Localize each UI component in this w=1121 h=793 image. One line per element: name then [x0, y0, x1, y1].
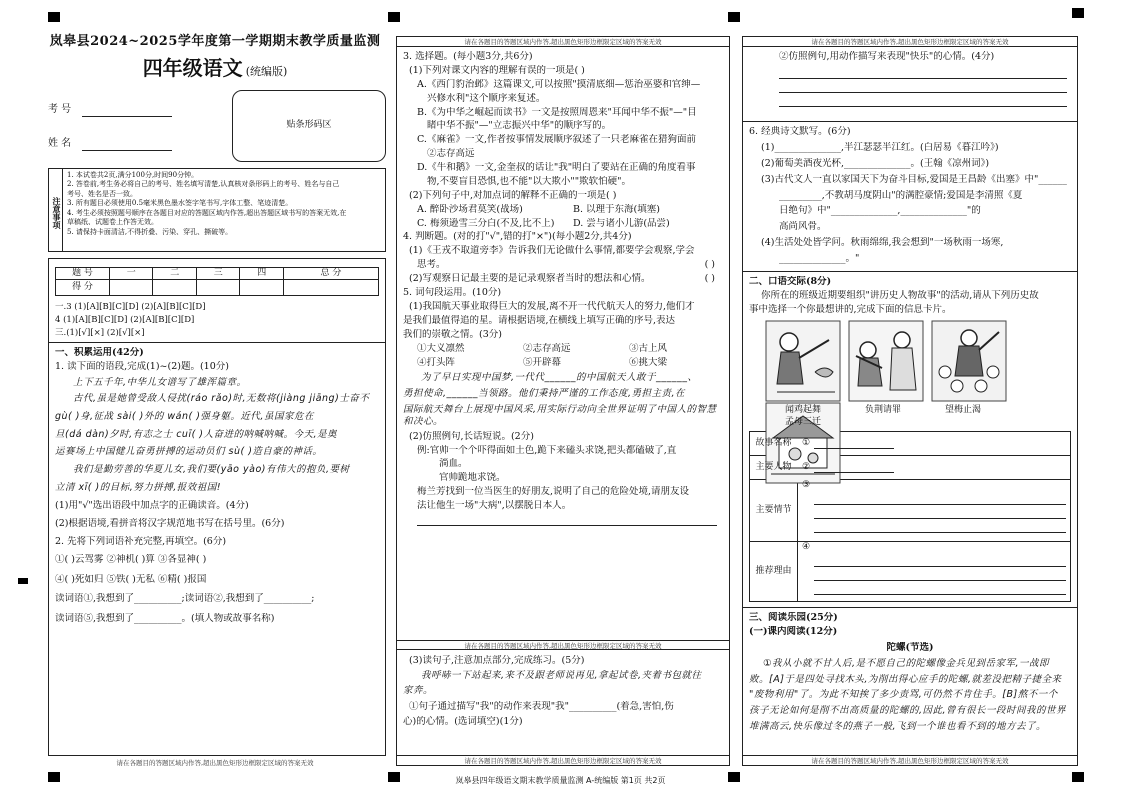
poem-line: _________,不教胡马度阴山"的满腔豪情;爱国是李清照《夏 [779, 189, 1023, 201]
cartoon-fu-jing-qing-zui-image [848, 320, 924, 402]
reading-title: 陀螺(节选) [886, 641, 934, 653]
passage-line: 上下五千年,中华儿女谱写了雄浑篇章。 [73, 376, 247, 388]
answer-line[interactable] [814, 519, 1066, 533]
bubble-row[interactable]: 4 (1)[A][B][C][D] (2)[A][B][C][D] [55, 314, 195, 325]
q1-prompt: 1. 读下面的语段,完成(1)~(2)题。(10分) [55, 361, 229, 372]
passage-line: 立清 xī( )的目标,努力拼搏,报效祖国! [55, 482, 222, 494]
score-header-cell: 总 分 [283, 268, 378, 280]
example-line: 梅兰芳找到一位当医生的好朋友,说明了自己的危险处境,请朋友设 [417, 486, 690, 498]
note-item: 5. 请保持卡面清洁,不得折叠、污染、穿孔、撕破等。 [67, 227, 233, 236]
score-row-label: 得 分 [56, 280, 110, 296]
bubble-area [49, 296, 385, 338]
score-cell[interactable] [110, 280, 153, 296]
answer-line[interactable] [779, 79, 1067, 93]
side-timing-mark [18, 578, 28, 584]
answer-frame-col1 [48, 258, 386, 756]
notes-side-label: 注意事项 [49, 169, 63, 251]
col3-body [749, 51, 1071, 115]
score-cell[interactable] [240, 280, 283, 296]
cartoon-caption: 望梅止渴 [944, 404, 981, 415]
reading-passage-line: ①我从小就不甘人后,是不愿自己的陀螺像金兵见到岳家军,一战即 [763, 657, 1050, 669]
answer-line[interactable] [814, 553, 1066, 567]
poem-line: ______________。" [779, 253, 860, 264]
bubble-row[interactable]: 一.3 (1)[A][B][C][D] (2)[A][B][C][D] [55, 302, 206, 313]
info-card-field[interactable] [798, 480, 1071, 542]
example-line: 例:官帅一个个吓得面如土色,跪下来磕头求饶,把头都磕破了,直 [417, 444, 677, 456]
score-header-cell: 四 [240, 268, 283, 280]
handwritten-line: 为了早日实现中国梦,一代代______的中国航天人敢于______、 [421, 372, 698, 384]
score-table [55, 267, 379, 296]
q4a-text: (1)《王戎不取道旁李》告诉我们无论做什么事情,都要学会观察,学会 [409, 245, 695, 257]
note-item: 2. 答卷前,考生务必将自己的考号、姓名填写清楚,认真核对条形码上的考号、姓名与自己 [67, 180, 340, 189]
info-card-label: 故事名称 [750, 432, 798, 456]
cartoon-wang-mei-zhi-ke-image [931, 320, 1007, 402]
q4b-row [403, 273, 723, 285]
note-item: 1. 本试卷共2页,满分100分,时间90分钟。 [67, 171, 199, 179]
choice-item: ⑥挑大梁 [629, 357, 668, 369]
score-header-cell: 一 [110, 268, 153, 280]
score-table-header-row [56, 268, 379, 280]
field-number: ③ [802, 480, 811, 491]
id-label: 考 号 [48, 104, 72, 115]
bottom-banner-col2: 请在各题目的答题区域内作答,超出黑色矩形边框限定区域的答案无效 [397, 755, 729, 765]
answer-line[interactable] [779, 65, 1067, 79]
q3b-prompt: (2)下列句子中,对加点词的解释不正确的一项是( ) [409, 189, 617, 201]
example-line: 官帅跪地求饶。 [439, 472, 506, 484]
q3b-options-row [403, 218, 723, 230]
q3b-option: D. 尝与诸小儿游(品尝) [573, 217, 670, 229]
answer-frame-col3 [742, 36, 1078, 766]
passage-line: 旦(dá dàn)夕时,有志之士 cuī( )人奋进的呐喊呐喊。今天,是奥 [55, 428, 338, 440]
q6-section [743, 121, 1077, 267]
field-number: ④ [802, 542, 811, 553]
score-table-score-row [56, 280, 379, 296]
id-field[interactable] [82, 116, 172, 117]
cartoon-caption: 孟母三迁 [784, 416, 821, 427]
poem-line: 高尚风骨。 [779, 221, 827, 233]
info-card-field[interactable] [798, 542, 1071, 602]
reading-section [743, 607, 1077, 735]
info-card-label: 主要人物 [750, 456, 798, 480]
score-header-cell: 题 号 [56, 268, 110, 280]
top-banner-col3: 请在各题目的答题区域内作答,超出黑色矩形边框限定区域的答案无效 [743, 37, 1077, 47]
score-cell[interactable] [196, 280, 239, 296]
reading-sub-heading: (一)课内阅读(12分) [749, 625, 838, 637]
note-item: 草稿纸、试题卷上作答无效。 [67, 218, 158, 227]
registration-mark-top-center-left [388, 12, 400, 22]
poem-line: (2)葡萄美酒夜光杯,______________。(王翰《凉州词》) [761, 157, 990, 169]
choice-item: ③古上风 [629, 343, 668, 355]
column-1 [44, 34, 386, 766]
q3b-option: C. 梅须逊雪三分白(不及,比不上) [417, 217, 555, 229]
q3b-options-row [403, 204, 723, 216]
reading-line: 我呼哧一下站起来,来不及跟老师说再见,拿起试卷,夹着书包就往 [421, 669, 702, 681]
q3b-option: A. 醉卧沙场君莫笑(战场) [417, 203, 523, 215]
passage-line: 古代,虽是她曾受敌人侵扰(ráo rǎo)时,无数将(jiàng jiāng)士奋不 [73, 392, 370, 404]
option-d-cont: 物,不要盲目恐惧,也不能"以大欺小""欺软怕硬"。 [427, 175, 632, 187]
field-number: ② [802, 462, 811, 472]
note-item: 4. 考生必须按照题号顺序在各题目对应的答题区域内作答,超出答题区域书写的答案无效,在 [67, 208, 347, 217]
q4-prompt: 4. 判断题。(对的打"√",错的打"×")(每小题2分,共4分) [403, 231, 632, 243]
score-cell[interactable] [283, 280, 378, 296]
choice-row [403, 343, 723, 355]
bubble-row[interactable]: 三.(1)[√][×] (2)[√][×] [55, 327, 145, 338]
action-writing-prompt: ②仿照例句,用动作描写来表现"快乐"的心情。(4分) [779, 51, 995, 62]
reading-line: 家奔。 [403, 684, 434, 696]
reading-passage-line: "废物利用"了。为此不知挨了多少责骂,可仍然不肯住手。[B]熬不一个 [749, 689, 1058, 701]
info-card-row [750, 480, 1071, 542]
info-card-row [750, 542, 1071, 602]
mid-banner-col2: 请在各题目的答题区域内作答,超出黑色矩形边框限定区域的答案无效 [397, 640, 729, 650]
option-c-cont: ②志存高远 [427, 148, 475, 160]
reading-passage-line: 孩子无论如何是削不出高质量的陀螺的,因此,曾有很长一段时间我的世界 [749, 705, 1067, 717]
part1-heading: 一、积累运用(42分) [55, 347, 144, 359]
choice-item: ④打头阵 [417, 357, 456, 369]
handwritten-line: 勇担使命,______当领路。他们秉持严谨的工作态度,勇担主责,在 [403, 388, 686, 399]
field-number: ① [802, 438, 811, 448]
col2-body [403, 51, 723, 532]
option-d: D.《牛和鹅》一文,金奎叔的话让"我"明白了要站在正确的角度看事 [417, 162, 696, 173]
option-a: A.《西门豹治邺》这篇课文,可以按照"摸清底细—惩治巫婆和官绅— [417, 78, 701, 90]
answer-line[interactable] [814, 567, 1066, 581]
q4a-answer-paren[interactable]: ( ) [704, 259, 715, 271]
q5b-prompt: (2)仿照例句,长话短说。(2分) [409, 430, 534, 442]
part2-heading: 二、口语交际(8分) [749, 276, 832, 287]
oral-prompt: 事中选择一个你最想讲的,完成下面的信息卡片。 [749, 303, 952, 315]
example-line: 法让他生一场"大病",以摆脱日本人。 [417, 500, 572, 511]
cartoon-row [749, 320, 1071, 402]
part3-heading: 三、阅读乐园(25分) [749, 612, 838, 623]
registration-mark-top-right [1072, 8, 1084, 18]
col1-body [49, 342, 385, 625]
choice-item: ⑤开辟幕 [523, 357, 562, 369]
score-header-cell: 三 [196, 268, 239, 280]
cartoon-wen-ji-qi-wu-image [765, 320, 841, 402]
passage-line: 运赛场上中国健儿奋勇拼搏的运动员们 sù( )造自豪的神话。 [55, 446, 323, 458]
q5c-prompt: (3)读句子,注意加点部分,完成练习。(5分) [409, 655, 585, 666]
option-a-cont: 兴修水利"这个顺序来复述。 [427, 92, 546, 104]
answer-frame-col2 [396, 36, 730, 766]
q1b-prompt: (2)根据语境,看拼音将汉字规范地书写在括号里。(6分) [55, 517, 285, 529]
q3b-option: B. 以理于东海(填塞) [573, 203, 660, 215]
note-item: 考号、姓名是否一致。 [67, 189, 137, 198]
notes-list [63, 169, 350, 251]
top-banner-col2: 请在各题目的答题区域内作答,超出黑色矩形边框限定区域的答案无效 [397, 37, 729, 47]
name-row [48, 138, 172, 151]
option-b-cont: 睹中华不振"—"立志振兴中华"的顺序写的。 [427, 120, 612, 132]
edition-label: (统编版) [245, 65, 288, 79]
q4b-answer-paren[interactable]: ( ) [704, 273, 715, 284]
oral-section [743, 271, 1077, 602]
q4b-text: (2)写观察日记最主要的是记录观察者当时的想法和心情。 [409, 273, 651, 284]
field-blank[interactable] [814, 472, 894, 473]
info-card-label: 推荐理由 [750, 542, 798, 602]
answer-line[interactable] [814, 505, 1066, 519]
choice-item: ①大义凛然 [417, 343, 465, 355]
score-header-cell: 二 [153, 268, 196, 280]
q2-prompt: 2. 先将下列词语补充完整,再填空。(6分) [55, 535, 227, 547]
note-item: 3. 所有题目必须使用0.5毫米黑色墨水签字笔书写,字体工整、笔迹清楚。 [67, 199, 293, 208]
barcode-label: 贴条形码区 [286, 120, 332, 131]
passage-line: gù( )身,征战 sài( )外的 wán( )强身躯。近代,虽国家危在 [55, 410, 314, 422]
col2-lower [403, 655, 723, 729]
option-b: B.《为中华之崛起而读书》一文是按照周恩来"耳闻中华不振"—"目 [417, 106, 697, 118]
word-fill-row: 读词语①,我想到了__________;读词语②,我想到了__________; [55, 593, 315, 605]
notes-box [48, 168, 386, 252]
answer-line[interactable] [814, 491, 1066, 505]
poem-line: 日绝句》中"______________,______________"的 [779, 205, 981, 217]
bottom-banner-col1: 请在各题目的答题区域内作答,超出黑色矩形边框限定区域的答案无效 [116, 759, 314, 767]
answer-line[interactable] [417, 514, 717, 526]
word-row: ④( )死如归 ⑤铁( )无私 ⑥精( )报国 [55, 573, 207, 585]
subject-line [44, 56, 386, 81]
id-row [48, 104, 172, 117]
q5a-text: 是我们最值得追的星。请根据语境,在横线上填写正确的序号,表达 [403, 314, 676, 326]
q1a-prompt: (1)用"√"选出语段中加点字的正确读音。(4分) [55, 500, 249, 511]
exam-title: 岚皋县2024~2025学年度第一学期期末教学质量监测 [49, 34, 381, 49]
option-c: C.《麻雀》一文,作者按事情发展顺序叙述了一只老麻雀在猎狗面前 [417, 134, 696, 146]
answer-line[interactable] [814, 581, 1066, 595]
q5c-task: ①句子通过描写"我"的动作来表现"我"__________(着急,害怕,伤 [409, 700, 674, 712]
poem-line: (3)古代文人一直以家国天下为奋斗目标,爱国是王昌龄《出塞》中"______ [761, 173, 1067, 185]
name-label: 姓 名 [48, 138, 72, 149]
poem-line: (4)生活处处皆学问。秋雨绵绵,我会想到"一场秋雨一场寒, [761, 237, 1004, 249]
bottom-banner-col3: 请在各题目的答题区域内作答,超出黑色矩形边框限定区域的答案无效 [743, 755, 1077, 765]
reading-passage-line: 败。[A]于是四处寻找木头,为削出得心应手的陀螺,就差没把精子捷全来 [749, 673, 1062, 685]
q6-prompt: 6. 经典诗文默写。(6分) [749, 126, 851, 137]
q4a-cont: 思考。 [417, 259, 446, 271]
field-blank[interactable] [814, 448, 894, 449]
choice-row [403, 357, 723, 369]
q3-prompt: 3. 选择题。(每小题3分,共6分) [403, 51, 533, 62]
poem-line: (1)______________,半江瑟瑟半江红。(白居易《暮江吟》) [761, 141, 999, 153]
score-cell[interactable] [153, 280, 196, 296]
name-field[interactable] [82, 150, 172, 151]
answer-line[interactable] [779, 93, 1067, 107]
info-card-label: 主要情节 [750, 480, 798, 542]
q5c-task: 心)的心情。(选词填空)(1分) [403, 715, 523, 727]
q5a-text: (1)我国航天事业取得巨大的发展,离不开一代代航天人的努力,他们才 [409, 300, 695, 312]
q5-prompt: 5. 词句段运用。(10分) [403, 286, 502, 298]
reading-passage-line: 堆满高云,快乐像过冬的燕子一般,飞到一个谁也看不到的地方去了。 [749, 721, 1047, 733]
registration-mark-top-left [48, 12, 60, 22]
handwritten-line: 国际航天舞台上展现中国风采,用实际行动向全世界证明了中国人的智慧和决心。 [403, 403, 717, 427]
word-row: ①( )云驾雾 ②神机( )算 ③各显神( ) [55, 553, 207, 565]
cartoon-caption: 负荆请罪 [864, 404, 901, 415]
word-fill-row: 读词语⑤,我想到了__________。(填人物或故事名称) [55, 613, 275, 625]
registration-mark-top-center-right [728, 12, 740, 22]
q3a-prompt: (1)下列对课文内容的理解有误的一项是( ) [409, 64, 585, 76]
q5a-text: 我们的崇敬之情。(3分) [403, 328, 502, 340]
example-line: 淌血。 [439, 458, 468, 470]
cartoon-caption: 闻鸡起舞 [784, 404, 821, 415]
subject-title: 四年级语文 [142, 56, 243, 81]
passage-line: 我们是勤劳善的华夏儿女,我们要(yāo yào)有伟大的抱负,要树 [73, 464, 350, 476]
oral-prompt: 你所在的班级近期要组织"讲历史人物故事"的活动,请从下列历史故 [761, 289, 1039, 301]
choice-item: ②志存高远 [523, 343, 571, 355]
barcode-area [232, 90, 386, 162]
page-footer: 岚皋县四年级语文期末教学质量监测 A-统编版 第1页 共2页 [455, 776, 666, 785]
q4a-row [403, 259, 723, 271]
caption-row [749, 404, 1071, 429]
